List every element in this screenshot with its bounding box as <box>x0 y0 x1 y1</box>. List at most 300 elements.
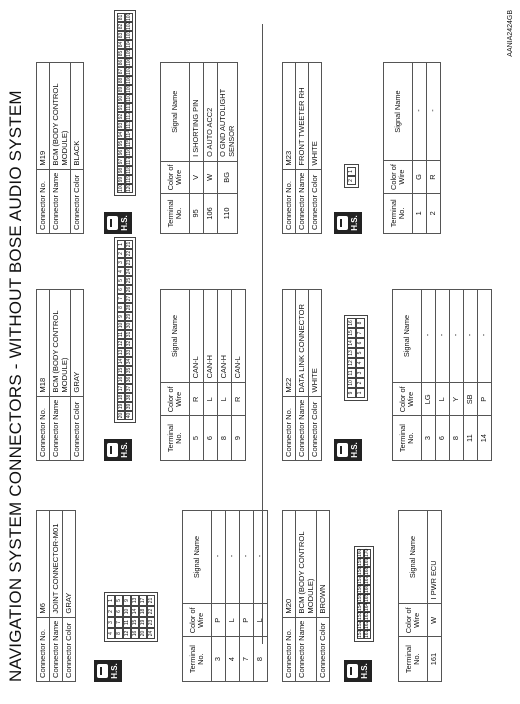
pin-cell: 35 <box>126 367 132 374</box>
pin-cell: 14 <box>347 338 356 348</box>
wire-color-cell: R <box>427 161 441 193</box>
harness-side-icon <box>104 439 132 461</box>
connector-block-m22 <box>282 289 489 461</box>
pin-cell: 84 <box>118 41 124 48</box>
pin-cell: 91 <box>118 104 124 111</box>
signal-name-header: Signal Name <box>384 62 413 161</box>
pin-cell: 82 <box>118 23 124 30</box>
signal-name-cell: I SHORTING PIN <box>190 62 204 161</box>
connector-color-value: BROWN <box>317 510 330 617</box>
pin-cell: 163 <box>364 611 370 620</box>
pin-cell: 2 <box>356 378 365 388</box>
signal-table <box>398 510 442 682</box>
connector-number-value: M19 <box>37 62 50 169</box>
pin-cell: 16 <box>118 376 124 383</box>
pin-cell: 24 <box>147 628 155 639</box>
signal-name-cell: CAN-H <box>204 289 218 383</box>
pin-cell: 158 <box>357 566 363 575</box>
connector-number-value: M20 <box>283 510 296 617</box>
wire-color-header: Color of Wire <box>161 161 190 193</box>
connector-name-value: FRONT TWEETER RH <box>296 62 309 169</box>
pin-cell: 18 <box>139 606 147 617</box>
pin-cell: 8 <box>356 318 365 328</box>
connector-header-table <box>282 289 322 461</box>
pin-cell: 97 <box>118 158 124 165</box>
table-row <box>422 289 436 460</box>
hs-label: H.S. <box>110 663 119 679</box>
terminal-no-cell: 8 <box>254 637 268 682</box>
pin-row <box>115 595 123 639</box>
connector-name-label: Connector Name <box>296 169 309 233</box>
signal-name-cell: CAN-H <box>218 289 232 383</box>
table-row <box>212 510 226 681</box>
terminal-no-cell: 8 <box>218 416 232 461</box>
connector-name-label: Connector Name <box>50 396 71 460</box>
table-row <box>204 289 218 460</box>
pin-cell: 24 <box>126 268 132 275</box>
connector-pin-diagram <box>344 164 359 188</box>
pin-cell: 6 <box>117 285 125 294</box>
terminal-no-cell: 4 <box>226 637 240 682</box>
harness-side-icon <box>104 212 132 234</box>
connector-color-label: Connector Color <box>71 396 84 460</box>
pin-cell: 2 <box>107 606 115 617</box>
hs-label: H.S. <box>120 442 129 458</box>
connector-number-value: M22 <box>283 289 296 396</box>
pin-cell: 108 <box>126 75 132 84</box>
pin-cell: 14 <box>118 358 124 365</box>
signal-name-header: Signal Name <box>161 62 190 161</box>
connector-pin-diagram <box>104 592 158 642</box>
wire-color-cell: L <box>436 383 450 416</box>
wire-color-cell: BG <box>218 161 238 193</box>
signal-name-cell: - <box>240 510 254 604</box>
terminal-no-cell: 106 <box>204 193 218 233</box>
pin-cell: 105 <box>126 48 132 57</box>
pin-cell: 36 <box>126 376 132 383</box>
table-row <box>240 510 254 681</box>
pin-row <box>139 595 147 639</box>
signal-name-header: Signal Name <box>161 289 190 383</box>
signal-name-cell: - <box>436 289 450 383</box>
pin-cell: 156 <box>357 584 363 593</box>
pin-cell: 152 <box>357 620 363 629</box>
pin-cell: 107 <box>126 66 132 75</box>
wire-color-cell: P <box>478 383 492 416</box>
connector-color-value: WHITE <box>309 62 322 169</box>
pin-cell: 167 <box>364 575 370 584</box>
pin-row <box>357 549 364 639</box>
pin-cell: 170 <box>364 548 370 557</box>
table-row <box>190 62 204 233</box>
connector-name-label: Connector Name <box>296 396 309 460</box>
pin-cell: 116 <box>126 148 132 156</box>
connector-symbol-icon <box>97 664 108 678</box>
pin-cell: 13 <box>347 348 356 358</box>
pin-cell: 4 <box>356 358 365 368</box>
wire-color-cell: G <box>413 161 427 193</box>
pin-cell: 26 <box>126 286 132 293</box>
pin-cell: 33 <box>126 349 132 356</box>
pin-cell: 15 <box>131 617 139 628</box>
wire-color-cell: P <box>212 604 226 637</box>
pin-row <box>147 595 155 639</box>
pin-cell: 10 <box>123 606 131 617</box>
pin-cell: 102 <box>126 21 132 30</box>
pin-cell: 11 <box>118 331 124 338</box>
pin-cell: 38 <box>126 394 132 401</box>
connector-pin-diagram <box>354 546 374 642</box>
terminal-no-cell: 9 <box>232 416 246 461</box>
terminal-no-header: Terminal No. <box>399 637 428 682</box>
pin-cell: 22 <box>126 250 132 257</box>
signal-name-cell: O GND AUTOLIGHT SENSOR <box>218 62 238 161</box>
wire-color-cell: Y <box>450 383 464 416</box>
pin-cell: 92 <box>118 113 124 120</box>
pin-cell: 20 <box>139 628 147 639</box>
pin-cell: 15 <box>118 367 124 374</box>
connector-name-value: BCM (BODY CONTROL MODULE) <box>296 510 317 617</box>
signal-name-cell: I PWR ECU <box>428 510 442 604</box>
pin-cell: 104 <box>126 39 132 48</box>
signal-name-cell: CAN-L <box>190 289 204 383</box>
wire-color-header: Color of Wire <box>399 604 428 637</box>
pin-cell: 155 <box>357 593 363 602</box>
pin-cell: 9 <box>117 312 125 321</box>
pin-cell: 151 <box>357 629 363 638</box>
signal-table <box>160 289 246 461</box>
pin-cell: 89 <box>118 86 124 93</box>
terminal-no-cell: 6 <box>204 416 218 461</box>
table-row <box>464 289 478 460</box>
connector-number-label: Connector No. <box>283 169 296 233</box>
pin-cell: 21 <box>126 241 132 248</box>
terminal-no-cell: 3 <box>422 416 436 461</box>
terminal-no-cell: 161 <box>428 637 442 682</box>
connector-name-label: Connector Name <box>296 617 317 681</box>
pin-cell: 90 <box>118 95 124 102</box>
pin-cell: 18 <box>118 394 124 401</box>
pin-cell: 5 <box>115 595 123 606</box>
pin-cell: 12 <box>118 340 124 347</box>
pin-cell: 115 <box>126 139 132 147</box>
pin-cell: 159 <box>357 557 363 566</box>
signal-name-cell: - <box>464 289 478 383</box>
connector-symbol-icon <box>337 443 348 457</box>
pin-cell: 10 <box>118 322 124 329</box>
pin-cell: 153 <box>357 611 363 620</box>
terminal-no-cell: 6 <box>436 416 450 461</box>
pin-cell: 100 <box>118 183 124 192</box>
pin-cell: 10 <box>347 378 356 388</box>
pin-cell: 106 <box>126 57 132 66</box>
terminal-no-cell: 11 <box>464 416 478 461</box>
pin-cell: 119 <box>126 175 132 183</box>
wire-color-cell: LG <box>422 383 436 416</box>
pin-row <box>125 13 133 193</box>
pin-row <box>117 13 125 193</box>
pin-cell: 7 <box>115 617 123 628</box>
pin-cell: 154 <box>357 602 363 611</box>
hs-label: H.S. <box>360 663 369 679</box>
pin-cell: 98 <box>118 167 124 174</box>
pin-cell: 157 <box>357 575 363 584</box>
pin-cell: 7 <box>117 294 125 303</box>
connector-name-value: DATA LINK CONNECTOR <box>296 289 309 396</box>
pin-cell: 162 <box>364 620 370 629</box>
pin-cell: 5 <box>117 276 125 285</box>
wire-color-cell: L <box>226 604 240 637</box>
signal-name-cell: - <box>450 289 464 383</box>
pin-cell: 3 <box>107 617 115 628</box>
pin-row <box>131 595 139 639</box>
pin-cell: 118 <box>126 166 132 174</box>
pin-row <box>364 549 371 639</box>
table-row <box>232 289 246 460</box>
pin-cell: 40 <box>126 412 132 419</box>
pin-cell: 83 <box>118 32 124 39</box>
pin-cell: 109 <box>126 84 132 93</box>
pin-cell: 93 <box>118 122 124 129</box>
terminal-no-header: Terminal No. <box>161 193 190 233</box>
terminal-no-cell: 5 <box>190 416 204 461</box>
pin-cell: 34 <box>126 358 132 365</box>
connector-number-label: Connector No. <box>283 617 296 681</box>
pin-cell: 2 <box>117 249 125 258</box>
connector-block-m23 <box>282 62 438 234</box>
connector-symbol-icon <box>107 216 118 230</box>
pin-cell: 11 <box>347 368 356 378</box>
signal-name-cell: - <box>422 289 436 383</box>
connector-name-value: BCM (BODY CONTROL MODULE) <box>50 62 71 169</box>
signal-name-cell: - <box>226 510 240 604</box>
pin-cell: 110 <box>126 94 132 102</box>
pin-cell: 86 <box>118 59 124 66</box>
table-row <box>450 289 464 460</box>
terminal-no-header: Terminal No. <box>161 416 190 461</box>
terminal-no-header: Terminal No. <box>393 416 422 461</box>
terminal-no-cell: 14 <box>478 416 492 461</box>
connector-block-m19 <box>36 12 236 234</box>
pin-row <box>117 240 125 420</box>
connector-color-value: GRAY <box>71 289 84 396</box>
pin-cell: 13 <box>131 595 139 606</box>
connector-color-label: Connector Color <box>317 617 330 681</box>
signal-name-cell: - <box>413 62 427 161</box>
connector-symbol-icon <box>337 216 348 230</box>
terminal-no-cell: 3 <box>212 637 226 682</box>
table-row <box>428 510 442 681</box>
pin-cell: 20 <box>118 412 124 419</box>
pin-cell: 23 <box>126 259 132 266</box>
connector-symbol-icon <box>107 443 118 457</box>
connector-block-m20 <box>282 510 439 682</box>
pin-cell: 17 <box>139 595 147 606</box>
pin-cell: 21 <box>147 595 155 606</box>
wire-color-header: Color of Wire <box>183 604 212 637</box>
connector-symbol-icon <box>347 664 358 678</box>
page-title: NAVIGATION SYSTEM CONNECTORS - WITHOUT BOSE AUDIO SYSTEM <box>6 90 25 682</box>
table-row <box>218 289 232 460</box>
pin-cell: 103 <box>126 30 132 39</box>
pin-cell: 166 <box>364 584 370 593</box>
pin-cell: 94 <box>118 131 124 138</box>
wire-color-cell: R <box>190 383 204 416</box>
connector-color-label: Connector Color <box>71 169 84 233</box>
terminal-no-header: Terminal No. <box>183 637 212 682</box>
connector-name-value: JOINT CONNECTOR-M01 <box>50 510 63 617</box>
connector-color-label: Connector Color <box>309 169 322 233</box>
pin-cell: 164 <box>364 602 370 611</box>
pin-cell: 6 <box>115 606 123 617</box>
pin-row <box>123 595 131 639</box>
pin-cell: 30 <box>126 322 132 329</box>
pin-cell: 113 <box>126 121 132 129</box>
connector-color-value: BLACK <box>71 62 84 169</box>
pin-cell: 2 <box>347 176 356 185</box>
pin-cell: 8 <box>117 303 125 312</box>
wire-color-header: Color of Wire <box>384 161 413 193</box>
signal-name-cell: CAN-L <box>232 289 246 383</box>
connector-block-m18 <box>36 241 243 461</box>
wire-color-cell: L <box>204 383 218 416</box>
pin-row <box>347 167 356 185</box>
pin-cell: 19 <box>118 403 124 410</box>
pin-cell: 3 <box>356 368 365 378</box>
connector-color-value: WHITE <box>309 289 322 396</box>
pin-row <box>347 318 356 398</box>
signal-table <box>392 289 492 461</box>
table-row <box>204 62 218 233</box>
table-row <box>226 510 240 681</box>
pin-cell: 4 <box>107 628 115 639</box>
connector-header-table <box>36 510 76 682</box>
table-row <box>190 289 204 460</box>
signal-name-header: Signal Name <box>399 510 428 604</box>
pin-cell: 9 <box>347 388 356 398</box>
harness-side-icon <box>334 212 362 234</box>
signal-name-cell: O AUTO ACC2 <box>204 62 218 161</box>
connector-header-table <box>282 510 330 682</box>
pin-cell: 160 <box>357 548 363 557</box>
pin-cell: 23 <box>147 617 155 628</box>
connector-color-label: Connector Color <box>63 617 76 681</box>
terminal-no-cell: 110 <box>218 193 238 233</box>
pin-cell: 4 <box>117 267 125 276</box>
wire-color-cell: P <box>240 604 254 637</box>
pin-cell: 31 <box>126 331 132 338</box>
pin-cell: 111 <box>126 103 132 111</box>
wire-color-cell: R <box>232 383 246 416</box>
connector-number-value: M6 <box>37 510 50 617</box>
pin-cell: 13 <box>118 349 124 356</box>
connector-name-label: Connector Name <box>50 617 63 681</box>
pin-cell: 169 <box>364 557 370 566</box>
pin-cell: 88 <box>118 77 124 84</box>
pin-cell: 28 <box>126 304 132 311</box>
pin-cell: 25 <box>126 277 132 284</box>
connector-header-table <box>36 62 84 234</box>
signal-name-cell: - <box>254 510 268 604</box>
connector-number-value: M18 <box>37 289 50 396</box>
pin-cell: 114 <box>126 130 132 138</box>
connector-pin-diagram <box>114 10 136 196</box>
hs-label: H.S. <box>350 215 359 231</box>
connector-pin-diagram <box>344 315 368 401</box>
pin-cell: 9 <box>123 595 131 606</box>
pin-cell: 15 <box>347 328 356 338</box>
pin-cell: 17 <box>118 385 124 392</box>
image-reference: AANIA2424GB <box>507 10 514 57</box>
connector-number-label: Connector No. <box>37 396 50 460</box>
signal-name-header: Signal Name <box>393 289 422 383</box>
terminal-no-cell: 8 <box>450 416 464 461</box>
pin-cell: 7 <box>356 328 365 338</box>
connector-color-label: Connector Color <box>309 396 322 460</box>
signal-name-cell: - <box>478 289 492 383</box>
pin-cell: 19 <box>139 617 147 628</box>
connector-name-label: Connector Name <box>50 169 71 233</box>
pin-cell: 16 <box>347 318 356 328</box>
pin-cell: 14 <box>131 606 139 617</box>
signal-table <box>383 62 441 234</box>
signal-table <box>182 510 268 682</box>
pin-cell: 1 <box>107 595 115 606</box>
terminal-no-cell: 2 <box>427 193 441 233</box>
pin-cell: 27 <box>126 295 132 302</box>
wire-color-cell: V <box>190 161 204 193</box>
pin-row <box>356 318 365 398</box>
terminal-no-cell: 95 <box>190 193 204 233</box>
pin-cell: 168 <box>364 566 370 575</box>
pin-cell: 161 <box>364 629 370 638</box>
pin-cell: 11 <box>123 617 131 628</box>
table-row <box>436 289 450 460</box>
wire-color-cell: L <box>218 383 232 416</box>
hs-label: H.S. <box>120 215 129 231</box>
harness-side-icon <box>94 660 122 682</box>
hs-label: H.S. <box>350 442 359 458</box>
table-row <box>413 62 427 233</box>
wire-color-header: Color of Wire <box>393 383 422 416</box>
connector-number-label: Connector No. <box>37 617 50 681</box>
pin-cell: 1 <box>117 240 125 249</box>
connector-name-value: BCM (BODY CONTROL MODULE) <box>50 289 71 396</box>
signal-name-header: Signal Name <box>183 510 212 604</box>
pin-cell: 32 <box>126 340 132 347</box>
connector-block-m6 <box>36 510 265 682</box>
pin-cell: 165 <box>364 593 370 602</box>
pin-cell: 120 <box>126 183 132 192</box>
signal-name-cell: - <box>212 510 226 604</box>
pin-cell: 29 <box>126 313 132 320</box>
pin-cell: 96 <box>118 149 124 156</box>
pin-cell: 22 <box>147 606 155 617</box>
pin-cell: 99 <box>118 176 124 183</box>
connector-number-label: Connector No. <box>37 169 50 233</box>
pin-row <box>107 595 115 639</box>
wire-color-header: Color of Wire <box>161 383 190 416</box>
pin-cell: 81 <box>118 14 124 21</box>
pin-cell: 8 <box>115 628 123 639</box>
wire-color-cell: W <box>428 604 442 637</box>
connector-pin-diagram <box>114 237 136 423</box>
table-row <box>254 510 268 681</box>
connector-header-table <box>36 289 84 461</box>
pin-cell: 87 <box>118 68 124 75</box>
pin-cell: 101 <box>126 12 132 21</box>
wire-color-cell: SB <box>464 383 478 416</box>
